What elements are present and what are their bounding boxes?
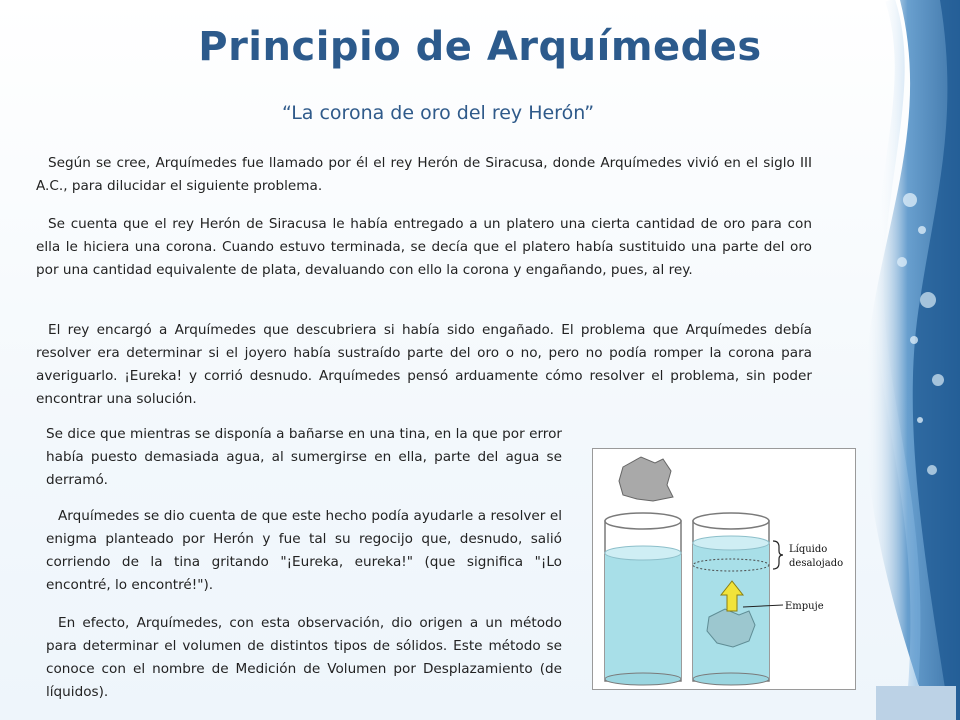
label-liquid-1: Líquido — [789, 544, 828, 555]
paragraph-1: Según se cree, Arquímedes fue llamado por él el rey Herón de Siracusa, donde Arquímedes vivió en el siglo III A.C., para dilucidar el siguiente problema. — [36, 155, 812, 194]
solid-object — [619, 457, 673, 501]
beaker-after — [693, 513, 769, 685]
paragraph-6: En efecto, Arquímedes, con esta observación, dio origen a un método para determinar el volumen de distintos tipos de sólidos. Este método se conoce con el nombre de Medición de Volumen por Desplazamiento (de líquidos). — [46, 615, 562, 700]
label-liquid-2: desalojado — [789, 558, 844, 569]
page-subtitle: “La corona de oro del rey Herón” — [281, 102, 595, 124]
paragraph-5: Arquímedes se dio cuenta de que este hecho podía ayudarle a resolver el enigma planteado por Herón y fue tal su regocijo que, desnudo, salió corriendo de la tina gritando "¡Eureka, eureka!" (que significa "¡Lo encontré, lo encontré!"). — [46, 508, 562, 593]
paragraph-4: Se dice que mientras se disponía a bañarse en una tina, en la que por error había puesto demasiada agua, al sumergirse en ella, parte del agua se derramó. — [46, 426, 562, 488]
liquid-brace — [773, 541, 783, 569]
label-push: Empuje — [785, 601, 824, 612]
paragraph-3: El rey encargó a Arquímedes que descubriera si había sido engañado. El problema que Arquímedes debía resolver era determinar si el joyero había sustraído parte del oro o no, pero no podía romper la corona para averiguarlo. ¡Eureka! y corrió desnudo. Arquímedes pensó arduamente cómo resolver el problema, sin poder encontrar una solución. — [36, 322, 812, 407]
displacement-illustration — [593, 449, 855, 689]
slide-corner-block — [876, 686, 956, 720]
displacement-figure — [592, 448, 856, 690]
paragraph-2: Se cuenta que el rey Herón de Siracusa le había entregado a un platero una cierta cantidad de oro para con ella le hiciera una corona. Cuando estuvo terminada, se decía que el platero había sustituido una parte del oro por una cantidad equivalente de plata, devaluando con ello la corona y engañando, pues, al rey. — [36, 216, 812, 278]
beaker-before — [605, 513, 681, 685]
page-title: Principio de Arquímedes — [198, 24, 762, 70]
